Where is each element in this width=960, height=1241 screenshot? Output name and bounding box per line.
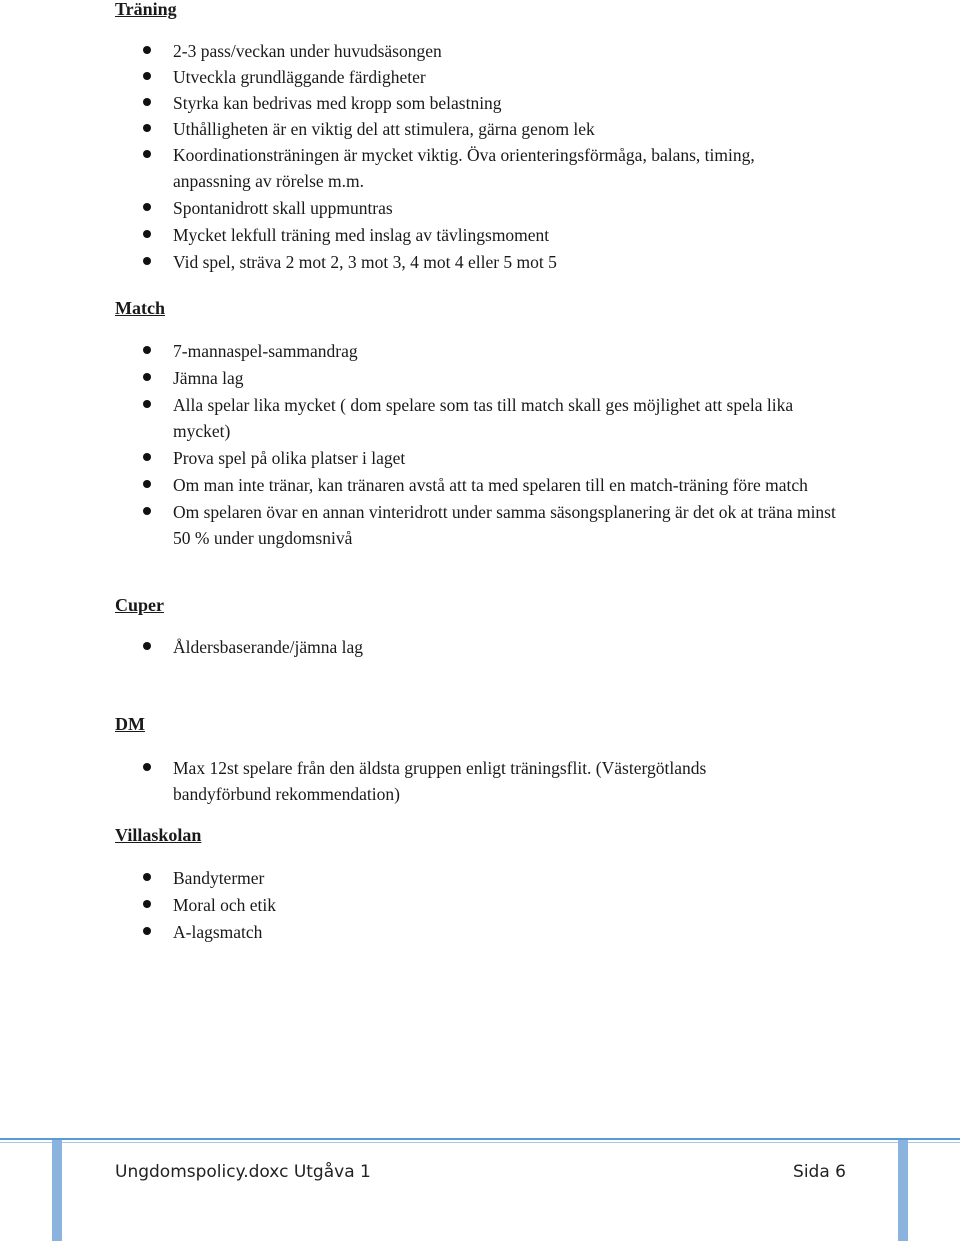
list-item: A-lagsmatch [0,919,960,945]
list-match [0,338,960,551]
footer-divider-secondary [0,1142,960,1143]
footer-page-number: Sida 6 [793,1162,846,1182]
list-item: Mycket lekfull träning med inslag av tävlingsmoment [0,222,960,248]
list-item: 7-mannaspel-sammandrag [0,338,960,364]
list-item: Uthålligheten är en viktig del att stimulera, gärna genom lek [0,116,960,142]
footer-left-bar [52,1140,62,1241]
footer-document-name: Ungdomspolicy.doxc Utgåva 1 [115,1162,371,1182]
footer-right-bar [898,1140,908,1241]
footer-divider [0,1138,960,1140]
list-item: Utveckla grundläggande färdigheter [0,64,960,90]
section-heading-dm: DM [115,714,145,734]
section-heading-cuper: Cuper [115,595,164,615]
section-heading-villaskolan: Villaskolan [115,825,202,845]
list-cuper [0,634,960,660]
list-item: Om man inte tränar, kan tränaren avstå att ta med spelaren till en match-träning före match [0,472,960,498]
list-villaskolan [0,865,960,945]
list-item: 2-3 pass/veckan under huvudsäsongen [0,38,960,64]
list-item: Max 12st spelare från den äldsta gruppen enligt träningsflit. (Västergötlands bandyförbund rekommendation) [0,755,960,807]
list-item: Bandytermer [0,865,960,891]
list-dm [0,755,960,807]
list-item: Jämna lag [0,365,960,391]
list-item: Spontanidrott skall uppmuntras [0,195,960,221]
list-item: Vid spel, sträva 2 mot 2, 3 mot 3, 4 mot 4 eller 5 mot 5 [0,249,960,275]
section-heading-traning: Träning [115,0,177,19]
list-item: Styrka kan bedrivas med kropp som belastning [0,90,960,116]
list-item: Alla spelar lika mycket ( dom spelare som tas till match skall ges möjlighet att spela lika mycket) [0,392,960,444]
list-item: Moral och etik [0,892,960,918]
list-item: Koordinationsträningen är mycket viktig. Öva orienteringsförmåga, balans, timing, anpassning av rörelse m.m. [0,142,960,194]
list-item: Åldersbaserande/jämna lag [0,634,960,660]
list-item: Prova spel på olika platser i laget [0,445,960,471]
section-heading-match: Match [115,298,165,318]
list-traning [0,38,960,275]
list-item: Om spelaren övar en annan vinteridrott under samma säsongsplanering är det ok at träna minst 50 % under ungdomsnivå [0,499,960,551]
